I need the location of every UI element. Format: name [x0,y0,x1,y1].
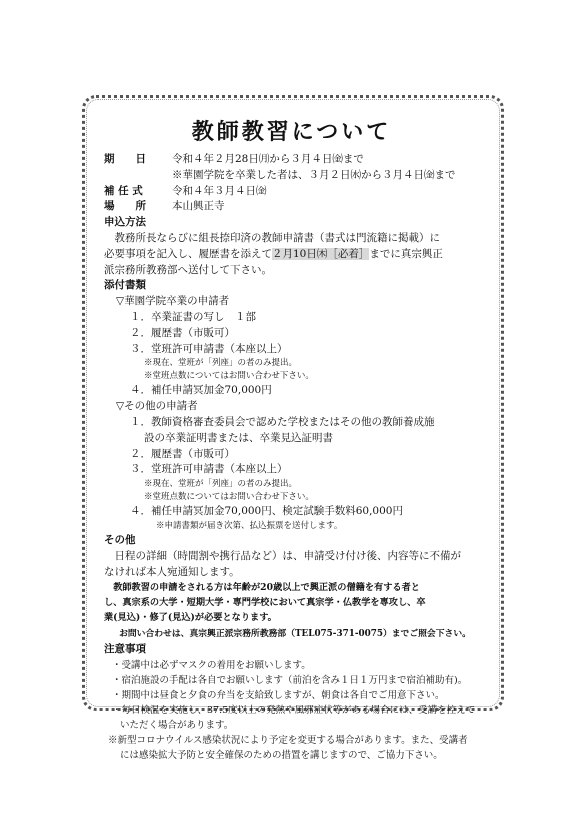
schedule-place-value: 本山興正寺 [172,200,225,213]
other-line1: 日程の詳細（時間割や携行品など）は、申請受け付け後、内容等に不備が [114,549,461,562]
page-title: 教師教習について [191,119,392,145]
caution-heading: 注意事項 [104,643,146,656]
document-body [104,152,486,763]
group1-item: ４．補任申請冥加金70,000円 [130,384,272,397]
caution-item: ・毎日検温を実施し、37.5度以上の発熱や風邪症状等がある場合には、受講を控えて [112,705,476,717]
eligibility-line1: 教師教習の申請をされる方は年齢が20歳以上で興正派の僧籍を有する者と [113,582,420,594]
group1-title: ▽華園学院卒業の申請者 [116,295,230,308]
group2-note: ※堂班点数についてはお問い合わせ下さい。 [144,492,314,503]
eligibility-line2: し、真宗系の大学・短期大学・専門学校において真宗学・仏教学を専攻し、卒 [104,597,426,609]
group1-item: １．卒業証書の写し １部 [130,310,256,323]
schedule-note: ※華園学院を卒業した者は、３月２日㈬から３月４日㈮まで [172,168,456,181]
application-line2 [104,247,486,263]
group2-item4-note: ※申請書類が届き次第、払込振票を送付します。 [156,520,343,531]
group1-note: ※堂班点数についてはお問い合わせ下さい。 [144,371,314,382]
schedule-place-label: 場 所 [104,200,146,213]
contact-line: お問い合わせは、真宗興正派宗務所教務部（TEL075-371-0075）までご照会下さい。 [119,629,471,640]
schedule-date-label: 期 日 [104,153,146,165]
application-line3: 派宗務所教務部へ送付して下さい。 [104,263,272,276]
covid-note-line1: ※新型コロナウイルス感染状況により予定を変更する場合があります。また、受講者 [108,735,468,747]
attachments-heading: 添付書類 [104,279,146,292]
group1-item: ３．堂班許可申請書（本座以上） [130,342,288,355]
caution-item: ・宿泊施設の手配は各自でお願いします（前泊を含み１日１万円まで宿泊補助有)。 [112,675,468,687]
group2-item: ２．履歴書（市販可） [130,447,235,460]
group1-note: ※現在、堂班が「列座」の者のみ提出。 [144,358,298,369]
schedule-ceremony-label: 補 任 式 [104,184,143,197]
other-line2: なければ本人宛通知します。 [104,565,240,578]
group2-item: １．教師資格審査委員会で認めた学校またはその他の教師養成施 [130,415,435,428]
other-heading: その他 [104,533,136,546]
application-line1: 教務所長ならびに組長捺印済の教師申請書（書式は門流籍に掲載）に [114,231,440,244]
application-line2-pre: 必要事項を記入し、履歴書を添えて [104,247,272,260]
group2-item-cont: 設の卒業証明書または、卒業見込証明書 [144,431,333,444]
group2-title: ▽その他の申請者 [116,400,198,413]
schedule-ceremony [104,184,486,200]
group2-item: ３．堂班許可申請書（本座以上） [130,463,288,476]
caution-item: ・受講中は必ずマスクの着用をお願いします。 [112,660,311,672]
schedule-date [104,152,486,168]
application-heading: 申込方法 [104,216,146,229]
application-line2-post: までに真宗興正 [369,247,443,260]
caution-item-cont: いただく場合があります。 [120,720,234,732]
schedule-place [104,199,486,215]
group1-item: ２．履歴書（市販可） [130,326,235,339]
application-deadline: ２月10日㈭［必着］ [272,247,370,260]
group2-note: ※現在、堂班が「列座」の者のみ提出。 [144,479,298,490]
eligibility-line3: 業(見込)・修了(見込)が必要となります。 [104,612,277,624]
covid-note-line2: には感染拡大予防と安全確保のための措置を講じますので、ご協力下さい。 [120,750,443,762]
caution-item: ・期間中は昼食と夕食の弁当を支給致しますが、朝食は各自でご用意下さい。 [112,690,445,702]
schedule-date-value: 令和４年２月28日㈪から３月４日㈮まで [172,153,364,165]
schedule-ceremony-value: 令和４年３月４日㈮ [172,184,267,197]
group2-item: ４．補任申請冥加金70,000円、検定試験手数料60,000円 [130,505,403,518]
